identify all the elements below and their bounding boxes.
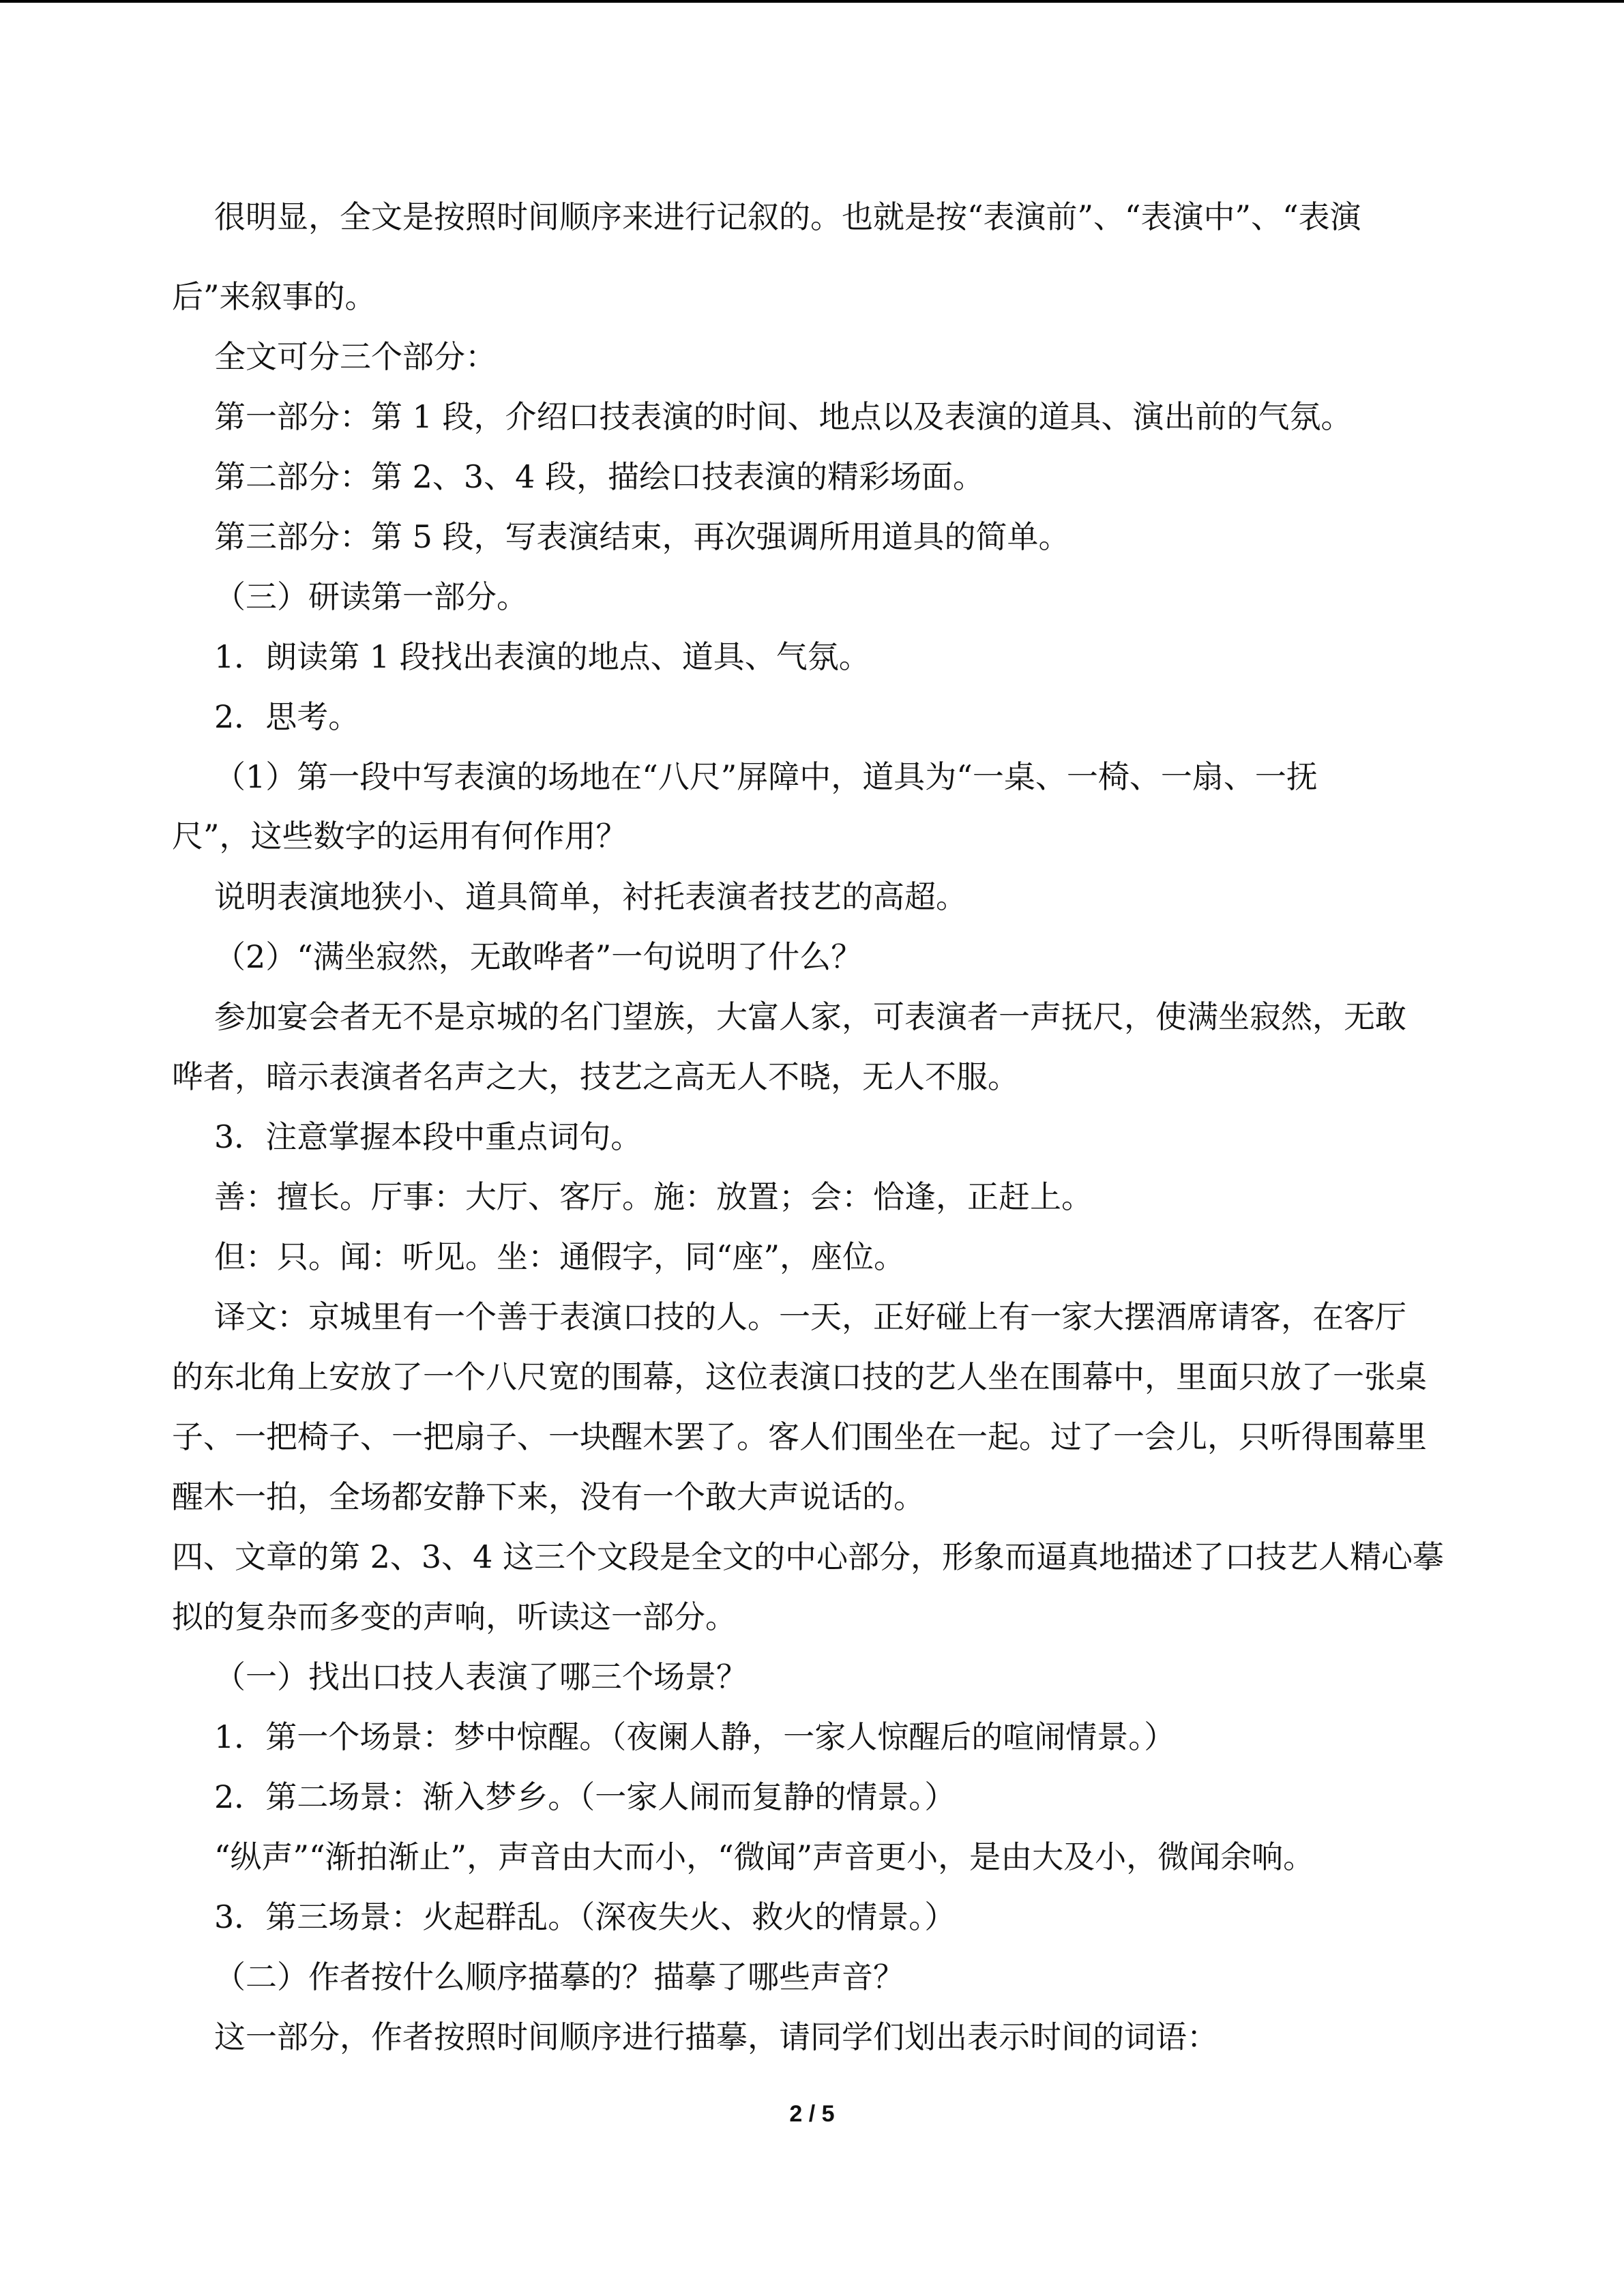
text-line: （1）第一段中写表演的场地在“八尺”屏障中，道具为“一桌、一椅、一扇、一抚: [214, 758, 1318, 795]
text-line: （2）“满坐寂然，无敢哗者”一句说明了什么？: [214, 938, 863, 975]
text-line: 1．朗读第 1 段找出表演的地点、道具、气氛。: [214, 638, 870, 675]
text-line: 全文可分三个部分：: [214, 338, 497, 375]
text-line: 第三部分：第 5 段，写表演结束，再次强调所用道具的简单。: [214, 518, 1070, 555]
text-line: “纵声”“渐拍渐止”，声音由大而小，“微闻”声音更小，是由大及小，微闻余响。: [214, 1838, 1315, 1875]
text-line: 很明显，全文是按照时间顺序来进行记叙的。也就是按“表演前”、“表演中”、“表演: [214, 198, 1361, 235]
text-line: 译文：京城里有一个善于表演口技的人。一天，正好碰上有一家大摆酒席请客，在客厅: [214, 1298, 1406, 1335]
text-line: 第一部分：第 1 段，介绍口技表演的时间、地点以及表演的道具、演出前的气氛。: [214, 398, 1353, 435]
text-line: 哗者，暗示表演者名声之大，技艺之高无人不晓，无人不服。: [172, 1058, 1019, 1095]
text-line: 醒木一拍，全场都安静下来，没有一个敢大声说话的。: [172, 1478, 925, 1515]
text-line: （三）研读第一部分。: [214, 578, 528, 615]
text-line: 3．第三场景：火起群乱。（深夜失火、救火的情景。）: [214, 1898, 956, 1935]
text-line: 第二部分：第 2、3、4 段，描绘口技表演的精彩场面。: [214, 458, 985, 495]
text-line: 善：擅长。厅事：大厅、客厅。施：放置；会：恰逢，正赶上。: [214, 1178, 1093, 1215]
text-line: 的东北角上安放了一个八尺宽的围幕，这位表演口技的艺人坐在围幕中，里面只放了一张桌: [172, 1358, 1427, 1395]
text-line: 3．注意掌握本段中重点词句。: [214, 1118, 643, 1155]
text-line: （二）作者按什么顺序描摹的？描摹了哪些声音？: [214, 1958, 904, 1995]
text-line: 子、一把椅子、一把扇子、一块醒木罢了。客人们围坐在一起。过了一会儿，只听得围幕里: [172, 1418, 1427, 1455]
text-line: 2．第二场景：渐入梦乡。（一家人闹而复静的情景。）: [214, 1778, 956, 1815]
text-line: （一）找出口技人表演了哪三个场景？: [214, 1658, 748, 1695]
text-line: 1．第一个场景：梦中惊醒。（夜阑人静，一家人惊醒后的喧闹情景。）: [214, 1718, 1176, 1755]
text-line: 后”来叙事的。: [172, 278, 377, 315]
page-number: 2 / 5: [789, 2101, 835, 2127]
text-line: 尺”，这些数字的运用有何作用？: [172, 818, 628, 854]
text-line: 但：只。闻：听见。坐：通假字，同“座”，座位。: [214, 1238, 906, 1275]
text-line: 四、文章的第 2、3、4 这三个文段是全文的中心部分，形象而逼真地描述了口技艺人精心摹: [172, 1538, 1445, 1575]
text-line: 说明表演地狭小、道具简单，衬托表演者技艺的高超。: [214, 878, 967, 915]
text-line: 2．思考。: [214, 698, 360, 735]
text-line: 参加宴会者无不是京城的名门望族，大富人家，可表演者一声抚尺，使满坐寂然，无敢: [214, 998, 1406, 1035]
text-line: 这一部分，作者按照时间顺序进行描摹，请同学们划出表示时间的词语：: [214, 2018, 1218, 2055]
text-line: 拟的复杂而多变的声响，听读这一部分。: [172, 1598, 737, 1635]
